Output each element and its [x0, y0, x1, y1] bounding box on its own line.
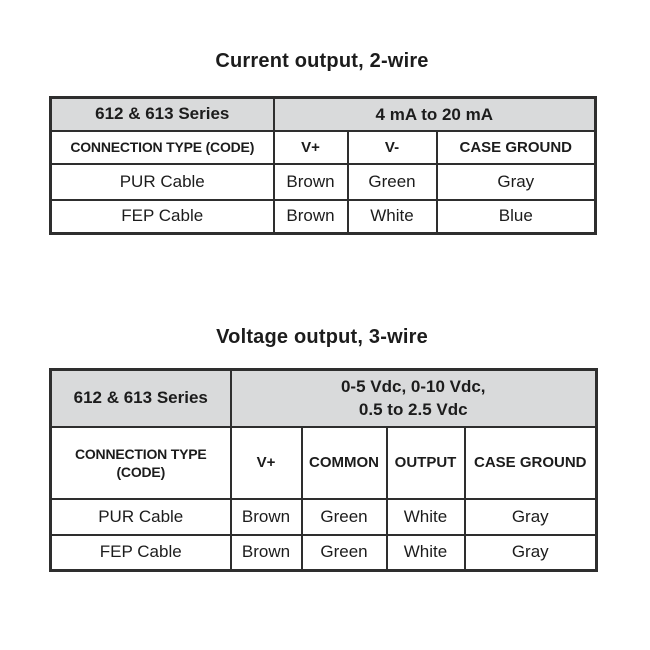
col-header-common: COMMON	[302, 427, 387, 499]
table-header-row	[51, 98, 596, 131]
series-label-cell: 612 & 613 Series	[51, 370, 231, 427]
value-cell: White	[348, 200, 437, 234]
connection-type-line: CONNECTION TYPE (CODE)	[70, 139, 255, 155]
col-header-vminus: V-	[348, 131, 437, 164]
range-label-cell	[274, 98, 596, 131]
col-header-case-ground: CASE GROUND	[465, 427, 597, 499]
current-output-table	[49, 96, 597, 235]
value-cell: Gray	[465, 535, 597, 571]
value-cell: White	[387, 535, 465, 571]
table-header-row	[51, 370, 597, 427]
col-header-output: OUTPUT	[387, 427, 465, 499]
voltage-output-table	[49, 368, 598, 572]
row-label-cell: PUR Cable	[51, 499, 231, 535]
voltage-output-title: Voltage output, 3-wire	[216, 326, 428, 348]
value-cell: Brown	[274, 200, 348, 234]
value-cell: Green	[302, 535, 387, 571]
value-cell: Green	[348, 164, 437, 200]
range-label-cell	[231, 370, 597, 427]
value-cell: Brown	[231, 499, 302, 535]
connection-type-line: (CODE)	[116, 463, 166, 480]
col-header-vplus: V+	[231, 427, 302, 499]
table-row-fep	[51, 200, 596, 234]
col-header-vplus: V+	[274, 131, 348, 164]
row-label-cell: FEP Cable	[51, 535, 231, 571]
value-cell: Gray	[437, 164, 596, 200]
value-cell: Brown	[274, 164, 348, 200]
connection-type-header-cell	[51, 131, 274, 164]
table-row-pur	[51, 164, 596, 200]
range-line: 4 mA to 20 mA	[375, 104, 493, 124]
value-cell: Green	[302, 499, 387, 535]
value-cell: White	[387, 499, 465, 535]
value-cell: Blue	[437, 200, 596, 234]
column-header-row	[51, 427, 597, 499]
connection-type-line: CONNECTION TYPE	[74, 445, 207, 462]
series-label-cell: 612 & 613 Series	[51, 98, 274, 131]
col-header-case-ground: CASE GROUND	[437, 131, 596, 164]
column-header-row	[51, 131, 596, 164]
table-row-pur	[51, 499, 597, 535]
value-cell: Brown	[231, 535, 302, 571]
range-line: 0.5 to 2.5 Vdc	[358, 400, 468, 420]
row-label-cell: FEP Cable	[51, 200, 274, 234]
table-row-fep	[51, 535, 597, 571]
row-label-cell: PUR Cable	[51, 164, 274, 200]
value-cell: Gray	[465, 499, 597, 535]
current-output-title: Current output, 2-wire	[215, 50, 429, 72]
connection-type-header-cell	[51, 427, 231, 499]
range-line: 0-5 Vdc, 0-10 Vdc,	[340, 377, 486, 397]
